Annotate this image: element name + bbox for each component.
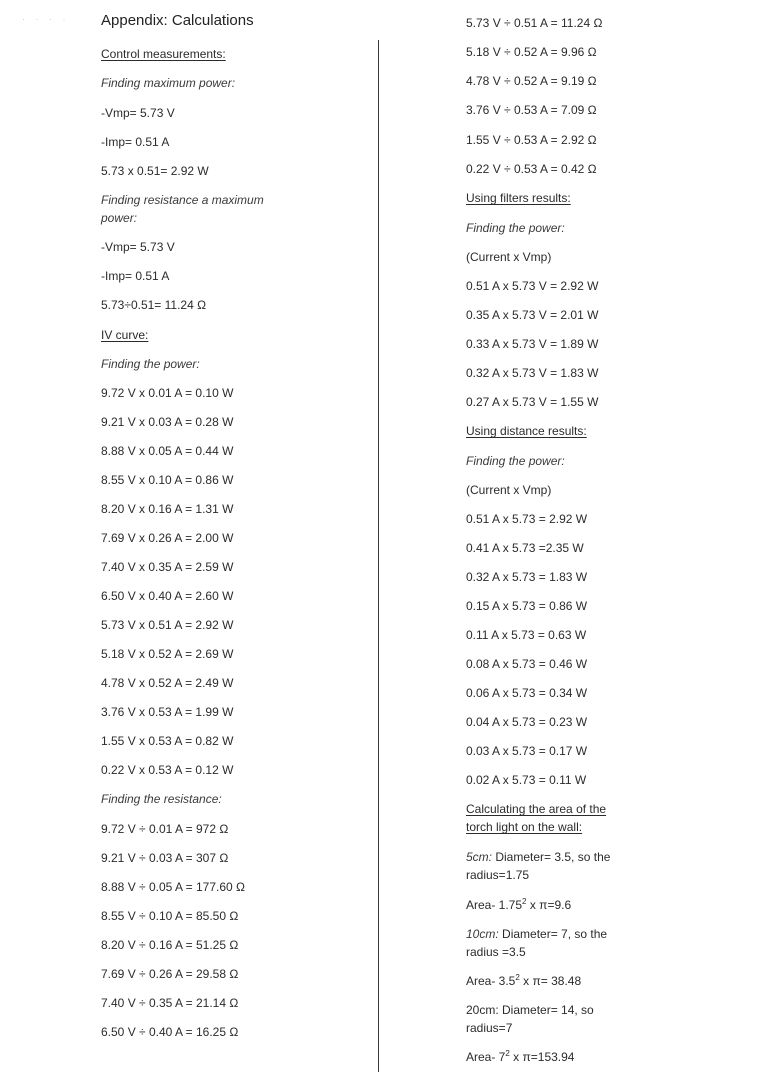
area-10cm-label: 10cm: — [466, 927, 499, 941]
iv-resistance-heading: Finding the resistance: — [101, 792, 222, 806]
filters-power-line: 0.35 A x 5.73 V = 2.01 W — [466, 308, 599, 322]
column-divider — [378, 40, 379, 1072]
iv-power-line: 5.18 V x 0.52 A = 2.69 W — [101, 647, 234, 661]
iv-power-line: 6.50 V x 0.40 A = 2.60 W — [101, 589, 234, 603]
area-5cm-label: 5cm: — [466, 850, 493, 864]
iv-resistance-line: 8.88 V ÷ 0.05 A = 177.60 Ω — [101, 880, 245, 894]
vmp-line-2: -Vmp= 5.73 V — [101, 240, 175, 254]
distance-power-line: 0.41 A x 5.73 =2.35 W — [466, 541, 584, 555]
iv-power-line: 5.73 V x 0.51 A = 2.92 W — [101, 618, 234, 632]
iv-power-line: 7.40 V x 0.35 A = 2.59 W — [101, 560, 234, 574]
distance-power-line: 0.11 A x 5.73 = 0.63 W — [466, 628, 587, 642]
iv-power-heading: Finding the power: — [101, 357, 200, 371]
resistance-calc: 5.73÷0.51= 11.24 Ω — [101, 298, 207, 312]
iv-power-line: 3.76 V x 0.53 A = 1.99 W — [101, 705, 234, 719]
area-20cm-exponent: 2 — [505, 1049, 510, 1058]
area-10cm-text — [466, 925, 631, 961]
area-5cm-desc: Diameter= 3.5, so the radius=1.75 — [466, 850, 611, 882]
iv-resistance-line: 7.69 V ÷ 0.26 A = 29.58 Ω — [101, 967, 239, 981]
distance-formula: (Current x Vmp) — [466, 483, 552, 497]
iv-resistance-line: 9.72 V ÷ 0.01 A = 972 Ω — [101, 822, 229, 836]
area-5cm-exponent: 2 — [522, 897, 527, 906]
iv-resistance-line: 8.55 V ÷ 0.10 A = 85.50 Ω — [101, 909, 239, 923]
iv-curve-heading: IV curve: — [101, 328, 149, 342]
control-heading: Control measurements: — [101, 47, 226, 61]
area-20cm-calc — [466, 1050, 574, 1064]
area-5cm-text — [466, 848, 631, 884]
max-power-heading: Finding maximum power: — [101, 76, 236, 90]
iv-resistance-line: 1.55 V ÷ 0.53 A = 2.92 Ω — [466, 133, 597, 147]
max-power-calc: 5.73 x 0.51= 2.92 W — [101, 164, 209, 178]
distance-power-line: 0.08 A x 5.73 = 0.46 W — [466, 657, 588, 671]
area-5cm-calc — [466, 898, 571, 912]
distance-heading: Using distance results: — [466, 424, 587, 438]
filters-formula: (Current x Vmp) — [466, 250, 552, 264]
area-10cm-exponent: 2 — [515, 973, 520, 982]
iv-power-line: 7.69 V x 0.26 A = 2.00 W — [101, 531, 234, 545]
distance-power-heading: Finding the power: — [466, 454, 565, 468]
area-10cm-desc: Diameter= 7, so the radius =3.5 — [466, 927, 608, 959]
resistance-heading: Finding resistance a maximum power: — [101, 193, 264, 225]
iv-power-line: 4.78 V x 0.52 A = 2.49 W — [101, 676, 234, 690]
distance-power-line: 0.15 A x 5.73 = 0.86 W — [466, 599, 588, 613]
iv-resistance-line: 0.22 V ÷ 0.53 A = 0.42 Ω — [466, 162, 597, 176]
filters-power-line: 0.51 A x 5.73 V = 2.92 W — [466, 279, 599, 293]
iv-resistance-line: 4.78 V ÷ 0.52 A = 9.19 Ω — [466, 74, 597, 88]
area-10cm-calc — [466, 974, 581, 988]
scan-specks: · · · · — [22, 14, 70, 24]
distance-power-line: 0.06 A x 5.73 = 0.34 W — [466, 686, 588, 700]
area-20cm-text: 20cm: Diameter= 14, so radius=7 — [466, 1003, 594, 1035]
filters-power-line: 0.27 A x 5.73 V = 1.55 W — [466, 395, 599, 409]
iv-resistance-line: 5.18 V ÷ 0.52 A = 9.96 Ω — [466, 45, 597, 59]
distance-power-line: 0.03 A x 5.73 = 0.17 W — [466, 744, 588, 758]
imp-line: -Imp= 0.51 A — [101, 135, 170, 149]
iv-power-line: 1.55 V x 0.53 A = 0.82 W — [101, 734, 234, 748]
page-title: Appendix: Calculations — [101, 12, 254, 29]
iv-resistance-line: 7.40 V ÷ 0.35 A = 21.14 Ω — [101, 996, 239, 1010]
area-10cm-calc-post: x π= 38.48 — [519, 974, 582, 988]
distance-power-line: 0.04 A x 5.73 = 0.23 W — [466, 715, 588, 729]
filters-power-line: 0.32 A x 5.73 V = 1.83 W — [466, 366, 599, 380]
area-5cm-calc-pre: Area- 1.75 — [466, 898, 523, 912]
iv-power-line: 8.55 V x 0.10 A = 0.86 W — [101, 473, 234, 487]
iv-resistance-line: 3.76 V ÷ 0.53 A = 7.09 Ω — [466, 103, 597, 117]
iv-power-line: 0.22 V x 0.53 A = 0.12 W — [101, 763, 234, 777]
distance-power-line: 0.51 A x 5.73 = 2.92 W — [466, 512, 588, 526]
area-20cm-calc-post: x π=153.94 — [509, 1050, 575, 1064]
filters-heading: Using filters results: — [466, 191, 571, 205]
iv-resistance-line: 9.21 V ÷ 0.03 A = 307 Ω — [101, 851, 229, 865]
imp-line-2: -Imp= 0.51 A — [101, 269, 170, 283]
area-10cm-calc-pre: Area- 3.5 — [466, 974, 516, 988]
iv-power-line: 8.20 V x 0.16 A = 1.31 W — [101, 502, 234, 516]
filters-power-heading: Finding the power: — [466, 221, 565, 235]
iv-power-line: 9.21 V x 0.03 A = 0.28 W — [101, 415, 234, 429]
iv-resistance-line: 8.20 V ÷ 0.16 A = 51.25 Ω — [101, 938, 239, 952]
iv-resistance-line: 6.50 V ÷ 0.40 A = 16.25 Ω — [101, 1025, 239, 1039]
vmp-line: -Vmp= 5.73 V — [101, 106, 175, 120]
distance-power-line: 0.32 A x 5.73 = 1.83 W — [466, 570, 588, 584]
iv-power-line: 9.72 V x 0.01 A = 0.10 W — [101, 386, 234, 400]
iv-resistance-line: 5.73 V ÷ 0.51 A = 11.24 Ω — [466, 16, 603, 30]
area-5cm-calc-post: x π=9.6 — [526, 898, 572, 912]
distance-power-line: 0.02 A x 5.73 = 0.11 W — [466, 773, 587, 787]
area-20cm-calc-pre: Area- 7 — [466, 1050, 506, 1064]
filters-power-line: 0.33 A x 5.73 V = 1.89 W — [466, 337, 599, 351]
area-heading: Calculating the area of the torch light on the wall: — [466, 802, 607, 834]
iv-power-line: 8.88 V x 0.05 A = 0.44 W — [101, 444, 234, 458]
